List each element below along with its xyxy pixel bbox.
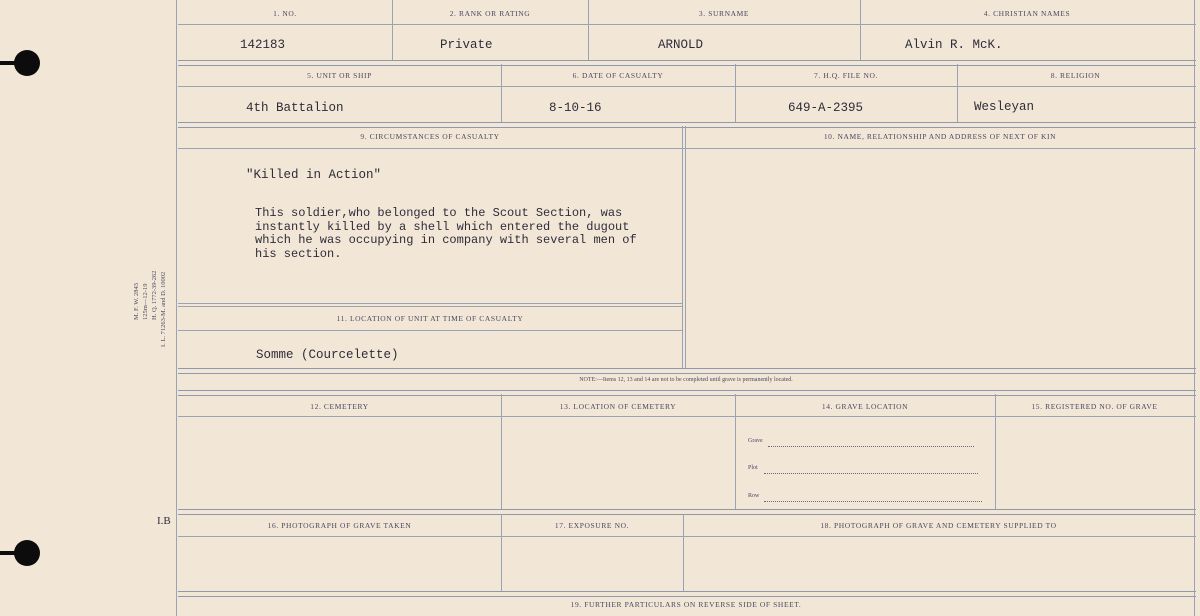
row4-div-2 — [735, 394, 736, 510]
row3-bottom-rule — [178, 368, 1196, 374]
footer-further-particulars: 19. FURTHER PARTICULARS ON REVERSE SIDE OF SHEET. — [570, 600, 802, 609]
row4-div-3 — [995, 394, 996, 510]
grave-label: Grave — [748, 438, 763, 444]
location-header-line — [178, 330, 682, 331]
row3-split-line-2 — [178, 306, 682, 307]
header-file-no: 7. H.Q. FILE NO. — [814, 71, 878, 80]
value-rank: Private — [440, 38, 493, 52]
form-code-4: I. L. 71263-M. and D. 10002 — [160, 271, 167, 347]
header-surname: 3. SURNAME — [698, 9, 750, 18]
value-date: 8-10-16 — [549, 101, 602, 115]
header-photograph-supplied: 18. PHOTOGRAPH OF GRAVE AND CEMETERY SUPPLIED TO — [820, 521, 1057, 530]
value-file-no: 649-A-2395 — [788, 101, 864, 115]
row4-div-1 — [501, 394, 502, 510]
note-bottom-rule — [178, 390, 1196, 396]
row5-bottom-rule — [178, 591, 1196, 597]
row5-header-line — [178, 536, 1196, 537]
value-christian-names: Alvin R. McK. — [905, 38, 1003, 52]
header-religion: 8. RELIGION — [1050, 71, 1101, 80]
plot-dots — [764, 472, 978, 474]
value-circumstances-text: This soldier,who belonged to the Scout Section, was instantly killed by a shell which entered the dugout which he was occupying in company with several men of his section. — [255, 206, 637, 261]
value-number: 142183 — [240, 38, 286, 52]
header-registered-no: 15. REGISTERED NO. OF GRAVE — [1031, 402, 1158, 411]
header-no: 1. NO. — [273, 9, 297, 18]
plot-label: Plot — [748, 465, 758, 471]
value-surname: ARNOLD — [658, 38, 704, 52]
row4-header-line — [178, 416, 1196, 417]
row2-header-line — [178, 86, 1196, 87]
note-text: NOTE:—Items 12, 13 and 14 are not to be completed until grave is permanently located. — [579, 377, 793, 383]
grave-dots — [768, 445, 974, 447]
punch-hole-top — [14, 50, 40, 76]
frame-right — [1194, 0, 1195, 616]
header-cemetery: 12. CEMETERY — [310, 402, 369, 411]
header-photograph-taken: 16. PHOTOGRAPH OF GRAVE TAKEN — [267, 521, 412, 530]
header-christian-names: 4. CHRISTIAN NAMES — [983, 9, 1071, 18]
header-exposure-no: 17. EXPOSURE NO. — [554, 521, 630, 530]
row3-split-line — [178, 303, 682, 304]
header-grave-location: 14. GRAVE LOCATION — [821, 402, 909, 411]
header-location: 11. LOCATION OF UNIT AT TIME OF CASUALTY — [336, 314, 524, 323]
row3-div — [682, 126, 683, 368]
row2-bottom-rule — [178, 122, 1196, 128]
form-code-3: H. Q. 1772-39-262 — [151, 270, 158, 320]
header-circumstances: 9. CIRCUMSTANCES OF CASUALTY — [360, 132, 500, 141]
header-unit: 5. UNIT OR SHIP — [307, 71, 372, 80]
header-next-of-kin: 10. NAME, RELATIONSHIP AND ADDRESS OF NEXT OF KIN — [823, 132, 1057, 141]
header-rank: 2. RANK OR RATING — [449, 9, 531, 18]
header-cemetery-location: 13. LOCATION OF CEMETERY — [559, 402, 677, 411]
value-location: Somme (Courcelette) — [256, 348, 399, 362]
row-label: Row — [748, 493, 760, 499]
value-religion: Wesleyan — [974, 100, 1035, 114]
header-date: 6. DATE OF CASUALTY — [572, 71, 664, 80]
row4-bottom-rule — [178, 509, 1196, 515]
value-unit: 4th Battalion — [246, 101, 344, 115]
row1-bottom-rule — [178, 60, 1196, 66]
row3-header-line — [178, 148, 1196, 149]
row-dots — [764, 500, 982, 502]
frame-left — [176, 0, 177, 616]
form-code-1: M. F. W. 2843 — [133, 282, 140, 320]
form-code-2: 125m—12-19 — [142, 283, 149, 320]
row1-header-line — [178, 24, 1196, 25]
row3-div-double — [685, 126, 686, 368]
value-circumstances-title: "Killed in Action" — [246, 168, 382, 182]
margin-mark: I.B — [157, 515, 171, 527]
punch-hole-bottom — [14, 540, 40, 566]
